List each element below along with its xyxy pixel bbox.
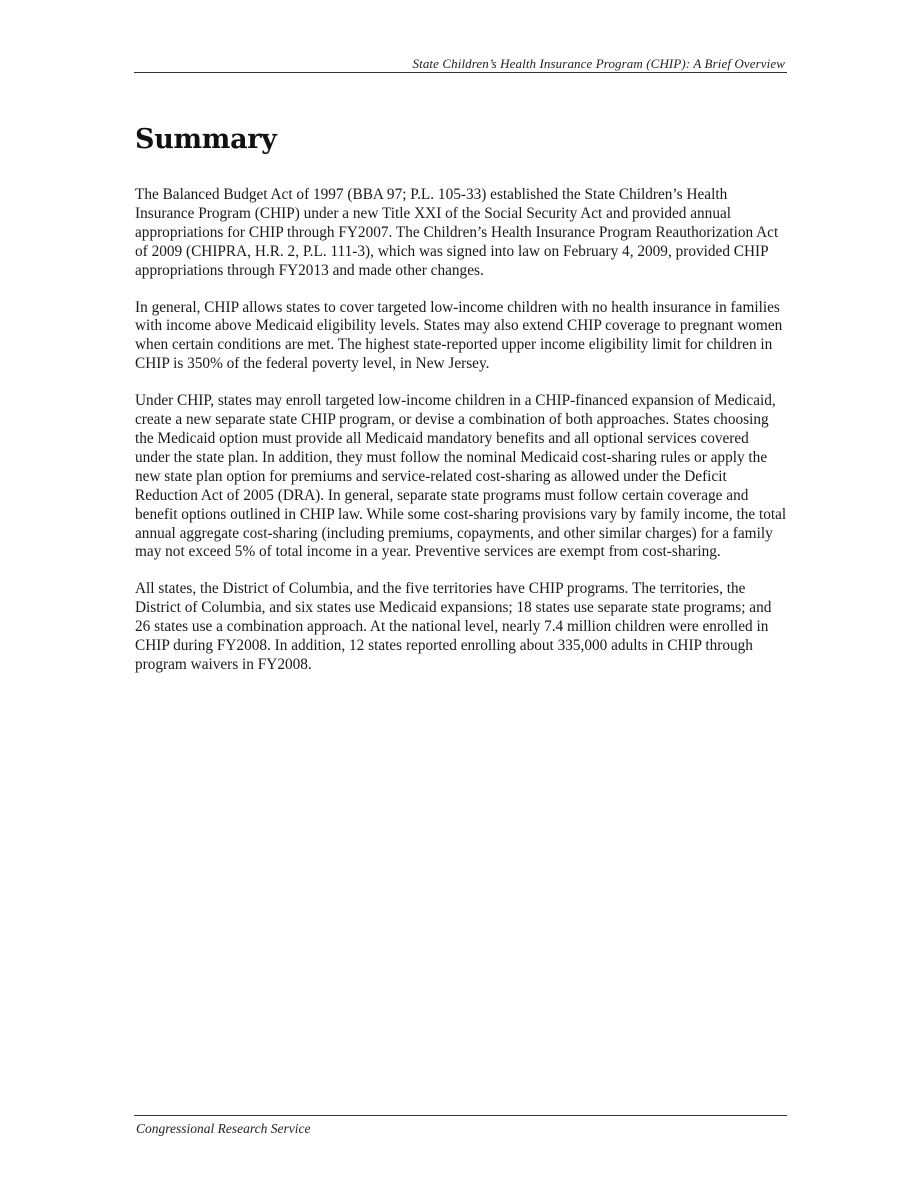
summary-paragraph-2: In general, CHIP allows states to cover targeted low-income children with no health insurance in families with income above Medicaid eligibility levels. States may also extend CHIP coverage to pregnant women when certain conditions are met. The highest state-reported upper income eligibility limit for children in CHIP is 350% of the federal poverty level, in New Jersey.: [135, 298, 783, 373]
summary-section: [135, 122, 787, 693]
summary-paragraph-3: Under CHIP, states may enroll targeted low-income children in a CHIP-financed expansion of Medicaid, create a new separate state CHIP program, or devise a combination of both approaches. States choosing the Medicaid option must provide all Medicaid mandatory benefits and all optional services covered under the state plan. In addition, they must follow the nominal Medicaid cost-sharing rules or apply the new state plan option for premiums and service-related cost-sharing as allowed under the Deficit Reduction Act of 2005 (DRA). In general, separate state programs must follow certain coverage and benefit options outlined in CHIP law. While some cost-sharing provisions vary by family income, the total annual aggregate cost-sharing (including premiums, copayments, and other similar charges) for a family may not exceed 5% of total income in a year. Preventive services are exempt from cost-sharing.: [135, 392, 787, 561]
summary-paragraph-4: All states, the District of Columbia, and the five territories have CHIP programs. The territories, the District of Columbia, and six states use Medicaid expansions; 18 states use separate state programs; and 26 states use a combination approach. At the national level, nearly 7.4 million children were enrolled in CHIP during FY2008. In addition, 12 states reported enrolling about 335,000 adults in CHIP through program waivers in FY2008.: [135, 580, 772, 673]
footer-publisher: Congressional Research Service: [136, 1121, 311, 1136]
running-footer: [134, 1115, 787, 1137]
page-title: Summary: [135, 124, 277, 155]
running-header-title: State Children’s Health Insurance Program (CHIP): A Brief Overview: [412, 56, 785, 71]
running-header: [134, 53, 787, 73]
summary-paragraph-1: The Balanced Budget Act of 1997 (BBA 97; P.L. 105-33) established the State Children’s Health Insurance Program (CHIP) under a new Title XXI of the Social Security Act and provided annual appropriations for CHIP through FY2007. The Children’s Health Insurance Program Reauthorization Act of 2009 (CHIPRA, H.R. 2, P.L. 111-3), which was signed into law on February 4, 2009, provided CHIP appropriations through FY2013 and made other changes.: [135, 186, 779, 279]
